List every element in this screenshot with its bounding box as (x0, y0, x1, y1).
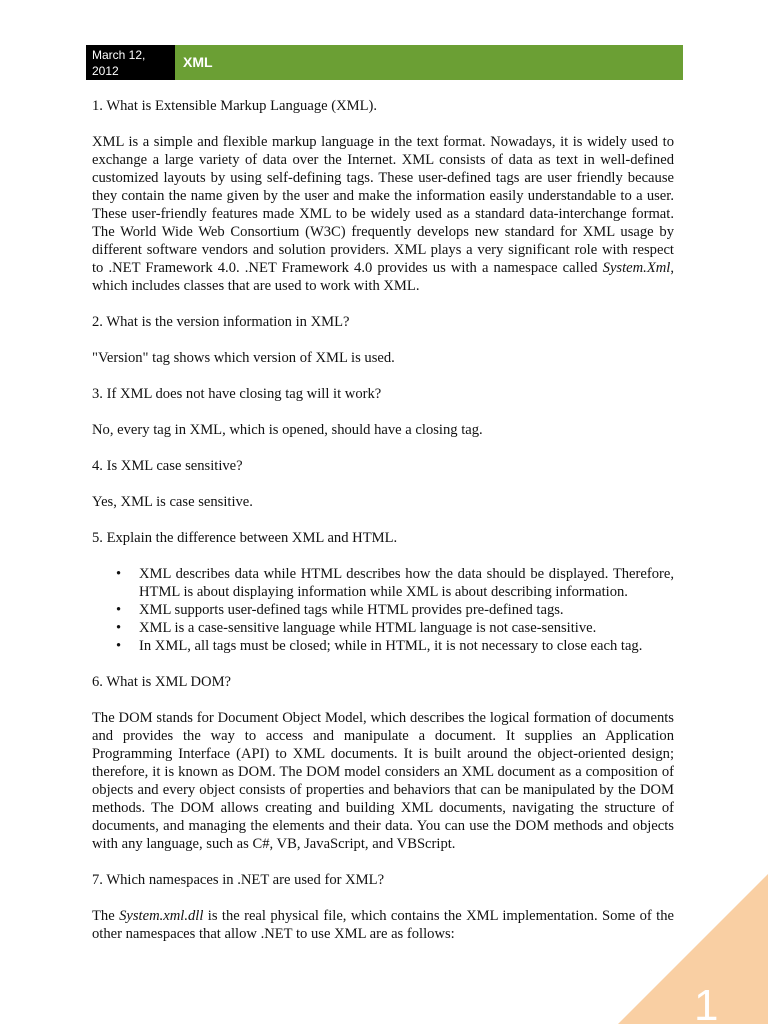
question-7: 7. Which namespaces in .NET are used for XML? (92, 872, 385, 888)
page-number: 1 (694, 981, 719, 1030)
document-body (92, 97, 674, 961)
question-3: 3. If XML does not have closing tag will it work? (92, 386, 382, 402)
list-item (116, 601, 674, 619)
page-corner-triangle (618, 874, 768, 1024)
list-item-text: XML is a case-sensitive language while HTML language is not case-sensitive. (139, 620, 597, 636)
bullet-icon: • (116, 620, 122, 636)
header-date: March 12, 2012 (86, 45, 175, 80)
answer-6: The DOM stands for Document Object Model, which describes the logical formation of documents and provides the way to access and manipulate a document. It supplies an Application Programming Interface (API) to XML documents. It is built around the object-oriented design; therefore, it is known as DOM. The DOM model considers an XML document as a composition of objects and every object consists of properties and behaviors that can be manipulated by the DOM methods. The DOM allows creating and building XML documents, navigating the structure of documents, and managing the elements and their data. You can use the DOM methods and objects with any language, such as C#, VB, JavaScript, and VBScript. (92, 710, 674, 852)
bullet-icon: • (116, 602, 122, 618)
list-item (116, 565, 674, 601)
list-item (116, 637, 674, 655)
page-header (86, 45, 683, 80)
question-1: 1. What is Extensible Markup Language (XML). (92, 98, 378, 114)
answer-4: Yes, XML is case sensitive. (92, 494, 253, 510)
question-6: 6. What is XML DOM? (92, 674, 232, 690)
list-item (116, 619, 674, 637)
question-5: 5. Explain the difference between XML and HTML. (92, 530, 398, 546)
bullet-icon: • (116, 566, 122, 582)
difference-list (92, 565, 674, 655)
answer-7-text-a: The (92, 908, 120, 924)
answer-1-text-b: , which includes classes that are used to work with XML. (92, 260, 674, 294)
question-2: 2. What is the version information in XML? (92, 314, 350, 330)
answer-1-namespace: System.Xml (602, 260, 671, 276)
answer-7-filename: System.xml.dll (119, 908, 204, 924)
answer-3: No, every tag in XML, which is opened, should have a closing tag. (92, 422, 483, 438)
header-title: XML (175, 45, 683, 80)
bullet-icon: • (116, 638, 122, 654)
answer-1 (92, 133, 674, 295)
list-item-text: XML describes data while HTML describes how the data should be displayed. Therefore, HTML is about displaying information while XML is about describing information. (139, 566, 674, 600)
answer-2: "Version" tag shows which version of XML is used. (92, 350, 395, 366)
list-item-text: XML supports user-defined tags while HTML provides pre-defined tags. (139, 602, 564, 618)
answer-1-text-a: XML is a simple and flexible markup language in the text format. Nowadays, it is widely used to exchange a large variety of data over the Internet. XML consists of data as text in well-defined customized layouts by using self-defining tags. These user-defined tags are user friendly because they contain the name given by the user and make the information easily understandable to a user. These user-friendly features made XML to be widely used as a standard data-interchange format. The World Wide Web Consortium (W3C) frequently develops new standard for XML usage by different software vendors and solution providers. XML plays a very significant role with respect to .NET Framework 4.0. .NET Framework 4.0 provides us with a namespace called (92, 134, 674, 276)
answer-7 (92, 907, 674, 943)
question-4: 4. Is XML case sensitive? (92, 458, 243, 474)
answer-7-text-b: is the real physical file, which contains the XML implementation. Some of the other namespaces that allow .NET to use XML are as follows: (92, 908, 674, 942)
list-item-text: In XML, all tags must be closed; while in HTML, it is not necessary to close each tag. (139, 638, 643, 654)
